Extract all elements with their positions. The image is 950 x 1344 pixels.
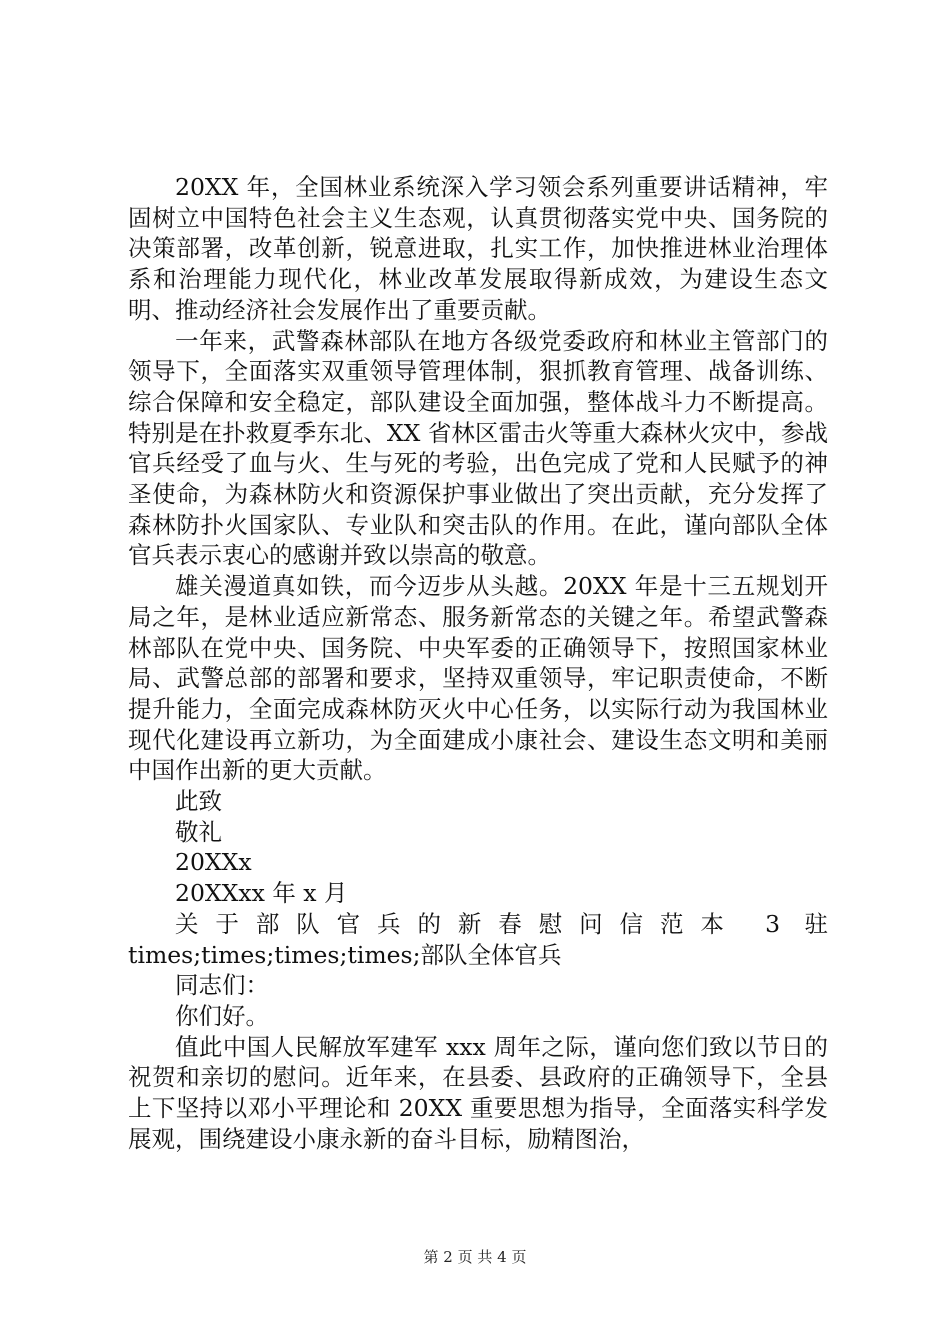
signature-sender: 20XXx <box>175 848 252 877</box>
greeting-hello: 你们好。 <box>175 1001 269 1030</box>
document-body <box>128 172 828 1155</box>
section-title: 关于部队官兵的新春慰问信范本 3 驻 <box>175 909 828 938</box>
greeting-comrades: 同志们： <box>175 971 269 1000</box>
signature-date: 20XXxx 年 x 月 <box>175 879 348 908</box>
recipient-line: times;times;times;times;部队全体官兵 <box>128 940 562 969</box>
paragraph-hope: 雄关漫道真如铁，而今迈步从头越。20XX 年是十三五规划开局之年，是林业适应新常态、服务新常态的关键之年。希望武警森林部队在党中央、国务院、中央军委的正确领导下，按照国家林业局、武警总部的部署和要求，坚持双重领导，牢记职责使命，不断提升能力，全面完成森林防灭火中心任务，以实际行动为我国林业现代化建设再立新功，为全面建成小康社会、建设生态文明和美丽中国作出新的更大贡献。 <box>128 572 828 785</box>
page-footer: 第 2 页 共 4 页 <box>423 1248 527 1266</box>
paragraph-anniversary: 值此中国人民解放军建军 xxx 周年之际，谨向您们致以节日的祝贺和亲切的慰问。近年来，在县委、县政府的正确领导下，全县上下坚持以邓小平理论和 20XX 重要思想为指导，全面落实科学发展观，围绕建设小康永新的奋斗目标，励精图治， <box>128 1032 828 1153</box>
paragraph-intro: 20XX 年，全国林业系统深入学习领会系列重要讲话精神，牢固树立中国特色社会主义生态观，认真贯彻落实党中央、国务院的决策部署，改革创新，锐意进取，扎实工作，加快推进林业治理体系和治理能力现代化，林业改革发展取得新成效，为建设生态文明、推动经济社会发展作出了重要贡献。 <box>128 173 828 324</box>
closing-regards: 敬礼 <box>175 817 222 846</box>
paragraph-review: 一年来，武警森林部队在地方各级党委政府和林业主管部门的领导下，全面落实双重领导管理体制，狠抓教育管理、战备训练、综合保障和安全稳定，部队建设全面加强，整体战斗力不断提高。特别是在扑救夏季东北、XX 省林区雷击火等重大森林火灾中，参战官兵经受了血与火、生与死的考验，出色完成了党和人民赋予的神圣使命，为森林防火和资源保护事业做出了突出贡献，充分发挥了森林防扑火国家队、专业队和突击队的作用。在此，谨向部队全体官兵表示衷心的感谢并致以崇高的敬意。 <box>128 326 828 570</box>
closing-salutation: 此致 <box>175 787 222 816</box>
